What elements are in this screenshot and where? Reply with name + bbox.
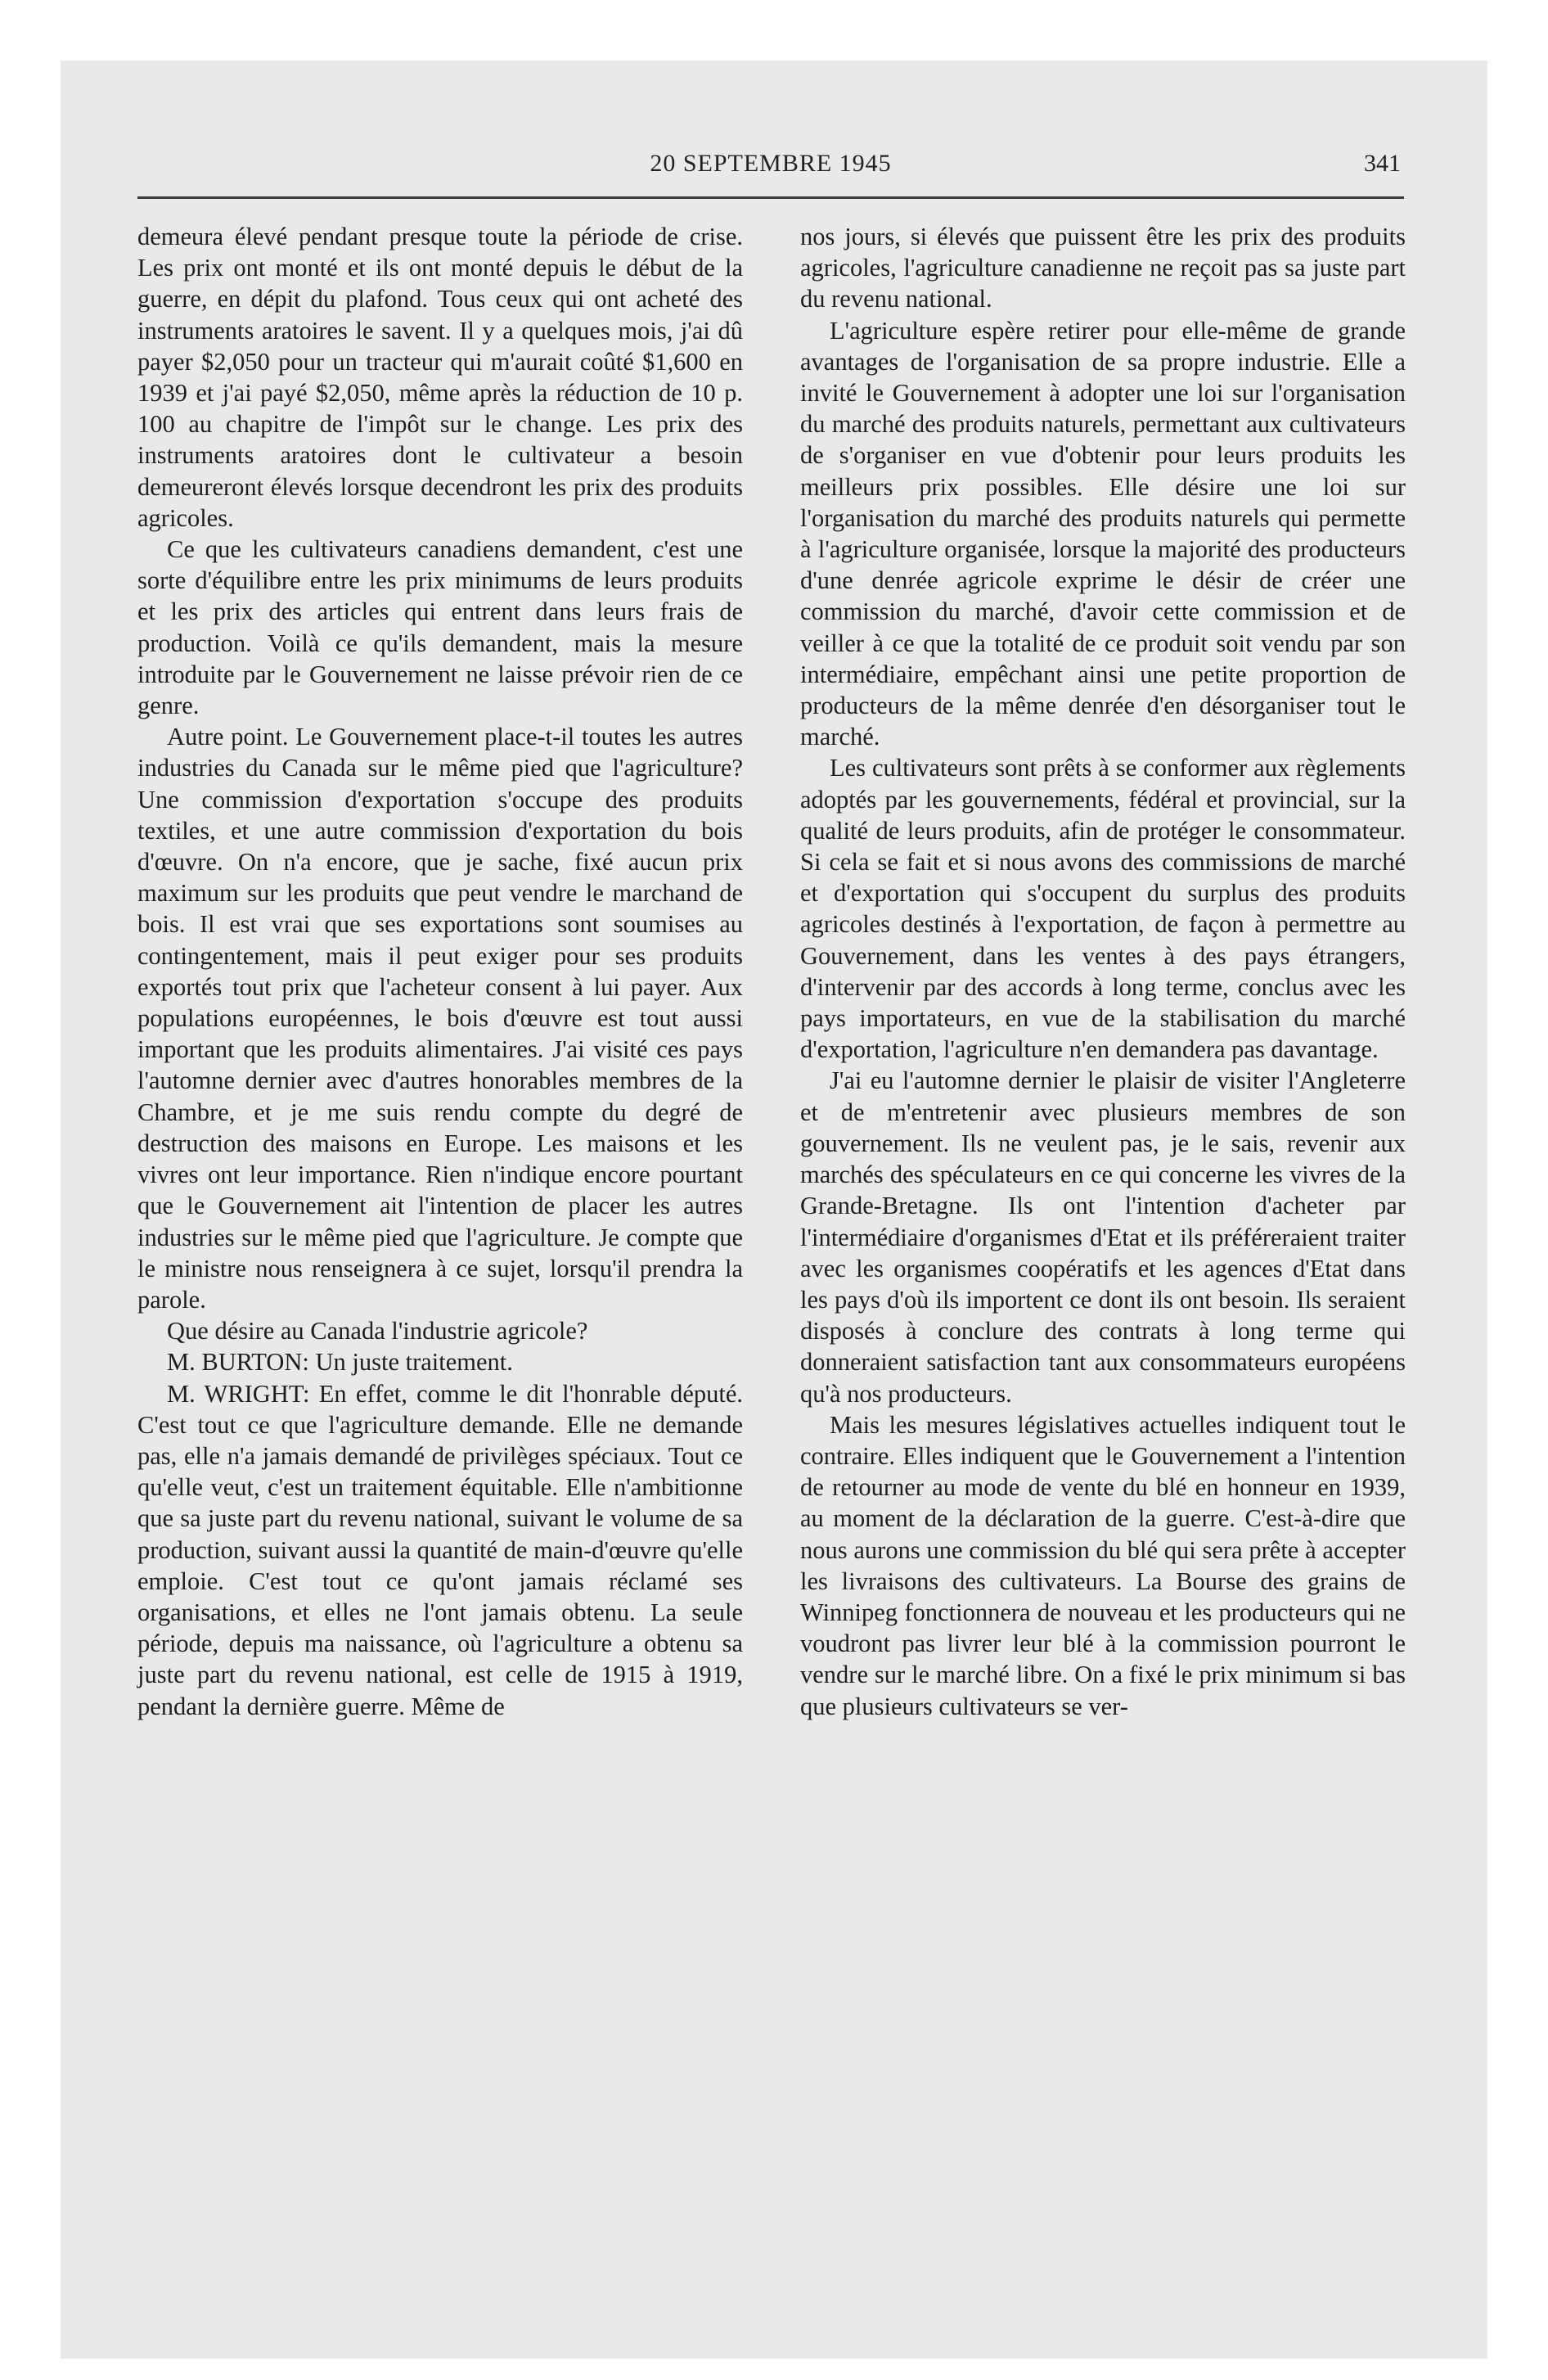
paragraph: L'agriculture espère retirer pour elle-même de grande avantages de l'organisation de sa propre industrie. Elle a invité le Gouvernement à adopter une loi sur l'organisation du marché des produits naturels, permettant aux cultivateurs de s'organiser en vue d'obtenir pour leurs produits les meilleurs prix possibles. Elle désire une loi sur l'organisation du marché des produits naturels qui permette à l'agriculture organisée, lorsque la majorité des producteurs d'une denrée agricole exprime le désir de créer une commission du marché, d'avoir cette commission et de veiller à ce que la totalité de ce produit soit vendu par son intermédiaire, empêchant ainsi une petite proportion de producteurs de la même denrée d'en désorganiser tout le marché. xyxy=(800,316,1406,751)
left-column xyxy=(137,221,743,1722)
page-header xyxy=(137,150,1404,187)
paragraph: Autre point. Le Gouvernement place-t-il toutes les autres industries du Canada sur le même pied que l'agriculture? Une commission d'exportation s'occupe des produits textiles, et une autre commission d'exportation du bois d'œuvre. On n'a encore, que je sache, fixé aucun prix maximum sur les produits que peut vendre le marchand de bois. Il est vrai que ses exportations sont soumises au contingentement, mais il peut exiger pour ses produits exportés tout prix que l'acheteur consent à lui payer. Aux populations européennes, le bois d'œuvre est tout aussi important que les produits alimentaires. J'ai visité ces pays l'automne dernier avec d'autres honorables membres de la Chambre, et je me suis rendu compte du degré de destruction des maisons en Europe. Les maisons et les vivres ont leur importance. Rien n'indique encore pourtant que le Gouvernement ait l'intention de placer les autres industries sur le même pied que l'agriculture. Je compte que le ministre nous renseignera à ce sujet, lorsqu'il prendra la parole. xyxy=(137,723,743,1314)
right-column xyxy=(800,221,1406,1722)
paragraph: nos jours, si élevés que puissent être les prix des produits agricoles, l'agriculture canadienne ne reçoit pas sa juste part du revenu national. xyxy=(800,223,1406,313)
paragraph: J'ai eu l'automne dernier le plaisir de visiter l'Angleterre et de m'entretenir avec plusieurs membres de son gouvernement. Ils ne veulent pas, je le sais, revenir aux marchés des spéculateurs en ce qui concerne les vivres de la Grande-Bretagne. Ils ont l'intention d'acheter par l'intermédiaire d'organismes d'Etat et ils préféreraient traiter avec les organismes coopératifs et les agences d'Etat dans les pays d'où ils importent ce dont ils ont besoin. Ils seraient disposés à conclure des contrats à long terme qui donneraient satisfaction tant aux consommateurs européens qu'à nos producteurs. xyxy=(800,1066,1406,1408)
paragraph: Que désire au Canada l'industrie agricole? xyxy=(167,1317,588,1346)
paragraph: Ce que les cultivateurs canadiens demandent, c'est une sorte d'équilibre entre les prix minimums de leurs produits et les prix des articles qui entrent dans leurs frais de production. Voilà ce qu'ils demandent, mais la mesure introduite par le Gouvernement ne laisse prévoir rien de ce genre. xyxy=(137,535,743,720)
paragraph: Mais les mesures législatives actuelles indiquent tout le contraire. Elles indiquent que le Gouvernement a l'intention de retourner au mode de vente du blé en honneur en 1939, au moment de la déclaration de la guerre. C'est-à-dire que nous aurons une commission du blé qui sera prête à accepter les livraisons des cultivateurs. La Bourse des grains de Winnipeg fonctionnera de nouveau et les producteurs qui ne voudront pas livrer leur blé à la commission pourront le vendre sur le marché libre. On a fixé le prix minimum si bas que plusieurs cultivateurs se ver- xyxy=(800,1410,1406,1720)
speaker-line: M. BURTON: Un juste traitement. xyxy=(167,1348,513,1377)
header-date: 20 SEPTEMBRE 1945 xyxy=(650,150,892,177)
header-rule xyxy=(137,196,1404,199)
paragraph: demeura élevé pendant presque toute la période de crise. Les prix ont monté et ils ont monté depuis le début de la guerre, en dépit du plafond. Tous ceux qui ont acheté des instruments aratoires le savent. Il y a quelques mois, j'ai dû payer $2,050 pour un tracteur qui m'aurait coûté $1,600 en 1939 et j'ai payé $2,050, même après la réduction de 10 p. 100 au chapitre de l'impôt sur le change. Les prix des instruments aratoires dont le cultivateur a besoin demeureront élevés lorsque decendront les prix des produits agricoles. xyxy=(137,223,743,532)
paragraph: Les cultivateurs sont prêts à se conformer aux règlements adoptés par les gouvernements, fédéral et provincial, sur la qualité de leurs produits, afin de protéger le consommateur. Si cela se fait et si nous avons des commissions de marché et d'exportation qui s'occupent du surplus des produits agricoles destinés à l'exportation, de façon à permettre au Gouvernement, dans les ventes à des pays étrangers, d'intervenir par des accords à long terme, conclus avec les pays importateurs, en vue de la stabilisation du marché d'exportation, l'agriculture n'en demandera pas davantage. xyxy=(800,754,1406,1064)
speaker-line: M. WRIGHT: En effet, comme le dit l'honrable député. C'est tout ce que l'agriculture demande. Elle ne demande pas, elle n'a jamais demandé de privilèges spéciaux. Tout ce qu'elle veut, c'est un traitement équitable. Elle n'ambitionne que sa juste part du revenu national, suivant le volume de sa production, suivant aussi la quantité de main-d'œuvre qu'elle emploie. C'est tout ce qu'ont jamais réclamé ses organisations, et elles ne l'ont jamais obtenu. La seule période, depuis ma naissance, où l'agriculture a obtenu sa juste part du revenu national, est celle de 1915 à 1919, pendant la dernière guerre. Même de xyxy=(137,1379,743,1720)
page-number: 341 xyxy=(1364,150,1401,177)
